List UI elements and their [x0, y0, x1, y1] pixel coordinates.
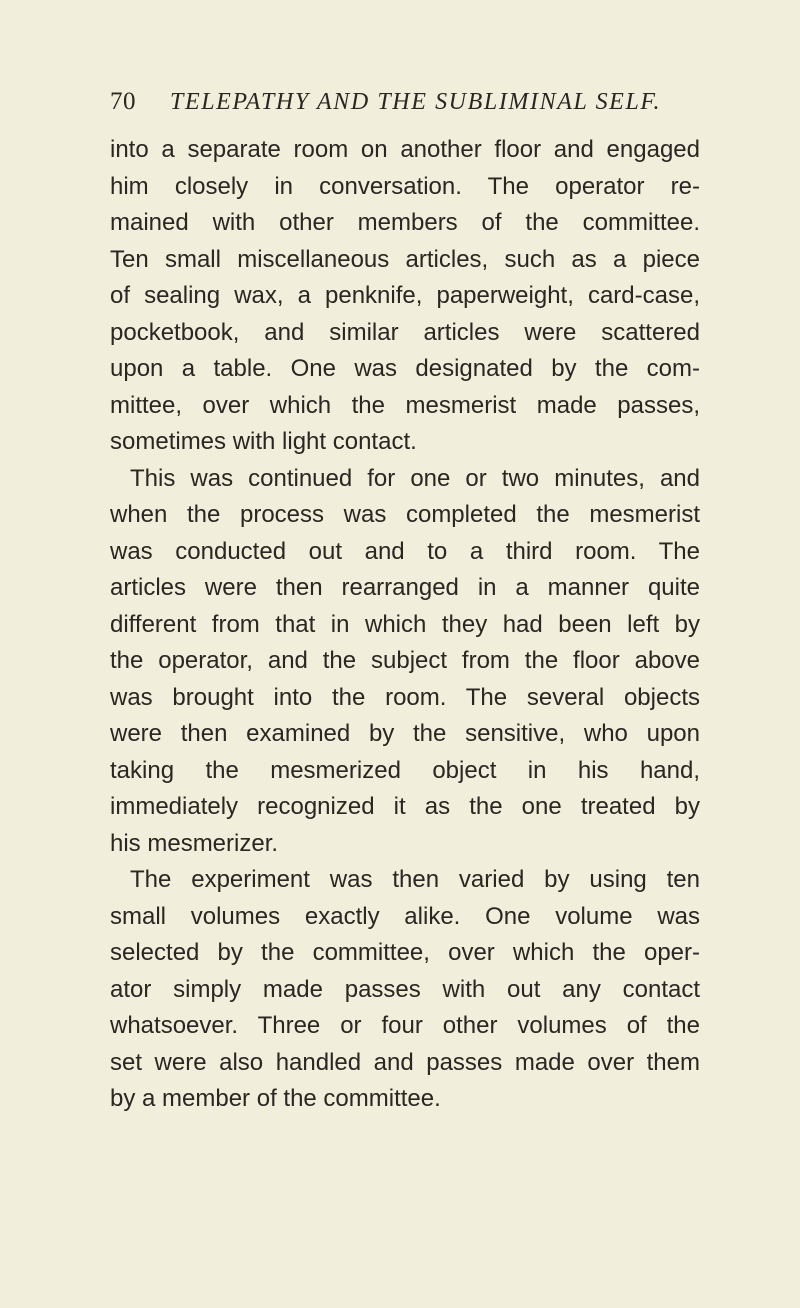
text-line: into a separate room on another floor and engaged	[110, 136, 700, 163]
text-line: upon a table. One was designated by the com-	[110, 355, 700, 382]
text-line: was conducted out and to a third room. The	[110, 537, 700, 565]
text-line: was brought into the room. The several objects	[110, 683, 700, 711]
text-line: sometimes with light contact.	[110, 428, 417, 455]
text-line: selected by the committee, over which the oper-	[110, 939, 700, 966]
running-head-title: TELEPATHY AND THE SUBLIMINAL SELF.	[170, 89, 662, 115]
text-line: pocketbook, and similar articles were scattered	[110, 318, 700, 346]
text-line: of sealing wax, a penknife, paperweight, card-case,	[110, 282, 700, 309]
text-line: whatsoever. Three or four other volumes of the	[110, 1012, 700, 1039]
text-line: Ten small miscellaneous articles, such as a piece	[110, 245, 700, 273]
page-number: 70	[110, 88, 136, 115]
text-line: The experiment was then varied by using ten	[130, 866, 700, 893]
text-line: the operator, and the subject from the floor above	[110, 647, 700, 674]
text-line: articles were then rearranged in a manner quite	[110, 574, 700, 601]
text-line: This was continued for one or two minutes, and	[130, 464, 700, 492]
text-line: by a member of the committee.	[110, 1085, 441, 1112]
text-line: taking the mesmerized object in his hand,	[110, 756, 700, 784]
text-line: ator simply made passes with out any contact	[110, 975, 700, 1003]
text-line: mained with other members of the committee.	[110, 209, 700, 236]
text-line: immediately recognized it as the one treated by	[110, 793, 700, 820]
text-line: mittee, over which the mesmerist made passes,	[110, 391, 700, 419]
text-line: his mesmerizer.	[110, 829, 279, 857]
text-line: small volumes exactly alike. One volume was	[110, 902, 700, 930]
text-line: set were also handled and passes made over them	[110, 1048, 700, 1076]
body-text	[110, 132, 700, 1118]
running-head	[110, 84, 700, 120]
text-line: were then examined by the sensitive, who upon	[110, 720, 700, 747]
text-line: different from that in which they had been left by	[110, 610, 700, 638]
text-line: him closely in conversation. The operator re-	[110, 172, 700, 200]
text-line: when the process was completed the mesmerist	[110, 501, 700, 528]
